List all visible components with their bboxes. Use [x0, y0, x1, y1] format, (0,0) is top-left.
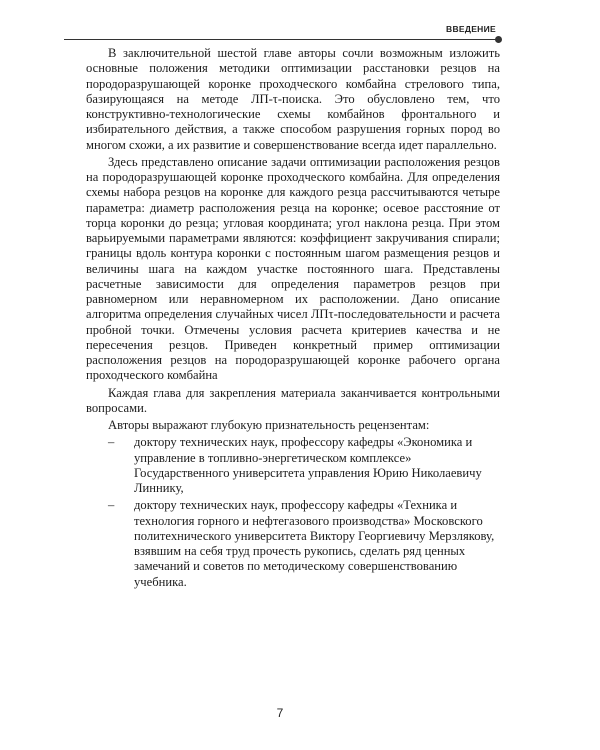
list-item [108, 498, 500, 590]
list-bullet: – [108, 435, 115, 450]
reviewer-text: доктору технических наук, профессору кафедры «Техника и технология горного и нефтегазового производства» Московского политехнического университета Виктору Георгиевичу Мерзлякову, взявшим на себя труд прочесть рукопись, сделать ряд ценных замечаний и советов по методическому совершенствованию учебника. [134, 498, 495, 589]
running-header [64, 22, 502, 42]
body-text [86, 46, 500, 592]
paragraph-chapter-six: В заключительной шестой главе авторы сочли возможным изложить основные положения методики оптимизации расстановки резцов на породоразрушающей коронке проходческого комбайна стрелового типа, базирующаяся на методе ЛП-τ-поиска. Это обусловлено тем, что конструктивно-технологические схемы комбайнов фронтального и избирательного действия, а также способом разрушения горных пород во многом схожи, а их развитие и совершенствование всегда идет параллельно. [86, 46, 500, 152]
reviewer-text: доктору технических наук, профессору кафедры «Экономика и управление в топливно-энергетическом комплексе» Государственного университета управления Юрию Николаевичу Линнику, [134, 435, 482, 495]
paragraph-task-description: Здесь представлено описание задачи оптимизации расположения резцов на породоразрушающей коронке проходческого комбайна. Для определения схемы набора резцов на коронке для каждого резца рассчитываются четыре параметра: диаметр расположения резца на коронке; осевое расстояние от торца коронки до резца; угловая координата; угол наклона резца. При этом варьируемыми параметрами являются: коэффициент закручивания спирали; границы вдоль контура коронки с постоянным шагом размещения резцов и величины шага на каждом участке постоянного шага. Представлены расчетные зависимости для определения параметров резцов при равномерном или неравномерном их расположении. Дано описание алгоритма определения случайных чисел ЛПτ-последовательности и расчета пробной точки. Отмечены условия расчета критериев качества и не пересечения резцов. Приведен конкретный пример оптимизации расположения резцов на породоразрушающей коронке рабочего органа проходческого комбайна [86, 154, 500, 383]
header-dot-ornament [495, 36, 502, 43]
list-item [108, 435, 500, 496]
list-bullet: – [108, 498, 115, 513]
paragraph-control-questions: Каждая глава для закрепления материала заканчивается контрольными вопросами. [86, 385, 500, 415]
reviewer-list [86, 435, 500, 590]
header-rule [64, 39, 498, 40]
paragraph-acknowledgement: Авторы выражают глубокую признательность рецензентам: [108, 418, 430, 432]
section-title: ВВЕДЕНИЕ [446, 24, 496, 34]
page-number: 7 [276, 706, 284, 720]
